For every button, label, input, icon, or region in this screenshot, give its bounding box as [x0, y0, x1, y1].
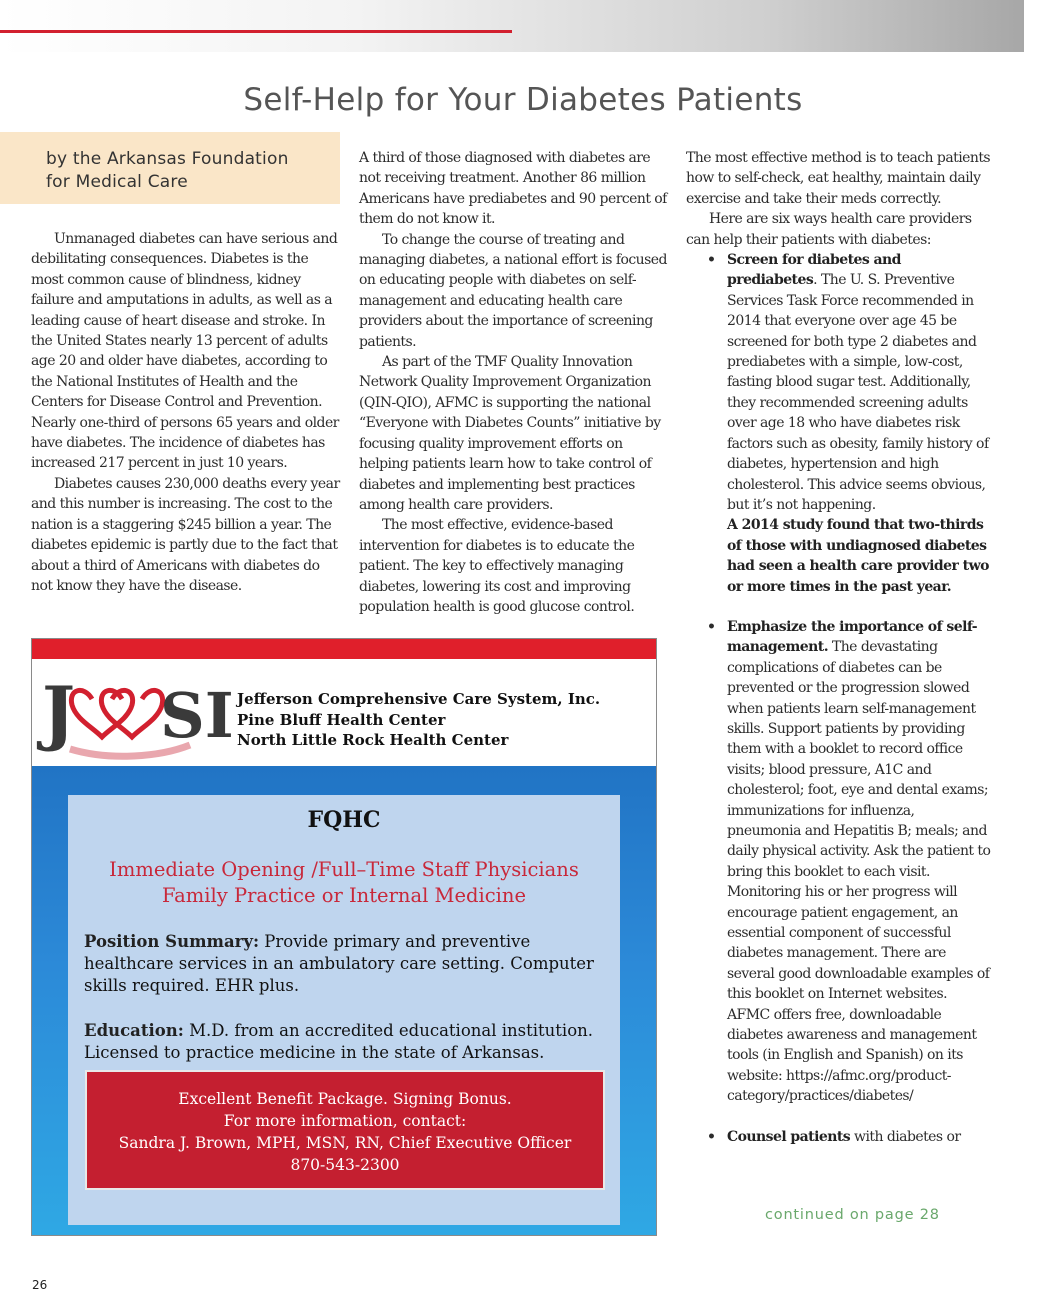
ad-fqhc-heading: FQHC: [307, 807, 381, 833]
contact-phone: 870-543-2300: [290, 1156, 400, 1174]
education-label: Education:: [84, 1021, 184, 1040]
bullet-heading: Counsel patients: [727, 1128, 851, 1145]
page-number: 26: [32, 1278, 48, 1292]
paragraph: Unmanaged diabetes can have serious and debilitating consequences. Diabetes is the most common cause of blindness, kidney failure and amputations in adults, as well as a leading cause of heart disease and stroke. In the United States nearly 13 percent of adults age 20 and older have diabetes, according to the National Institutes of Health and the Centers for Disease Control and Prevention. Nearly one-third of persons 65 years and older have diabetes. The incidence of diabetes has increased 217 percent in just 10 years.: [31, 231, 339, 472]
org-name: Jefferson Comprehensive Care System, Inc.: [237, 690, 601, 708]
svg-text:J: J: [42, 671, 76, 754]
opening-line: Immediate Opening /Full–Time Staff Physicians: [109, 858, 579, 881]
bullet-item-screening: [686, 250, 991, 597]
contact-text: [87, 1088, 603, 1176]
bullet-icon: •: [707, 618, 716, 635]
paragraph: Diabetes causes 230,000 deaths every year and this number is increasing. The cost to the nation is a staggering $245 billion a year. The diabetes epidemic is partly due to the fact that about a third of Americans with diabetes do not know they have the disease.: [31, 475, 340, 594]
byline-line-2: for Medical Care: [46, 172, 188, 192]
paragraph: Here are six ways health care providers can help their patients with diabetes:: [686, 211, 972, 248]
paragraph: The most effective method is to teach patients how to self-check, eat healthy, maintain daily exercise and take their meds correctly.: [686, 150, 991, 207]
bullet-icon: •: [707, 252, 716, 269]
column-3: [686, 148, 991, 1147]
column-1: [31, 229, 341, 596]
contact-line: Sandra J. Brown, MPH, MSN, RN, Chief Executive Officer: [118, 1134, 572, 1152]
ad-education: [84, 1020, 610, 1064]
bullet-highlight: A 2014 study found that two-thirds of those with undiagnosed diabetes had seen a health care provider two or more times in the past year.: [727, 517, 989, 595]
paragraph: As part of the TMF Quality Innovation Network Quality Improvement Organization (QIN-QIO), AFMC is supporting the national “Everyone with Diabetes Counts” initiative by focusing quality improvement efforts on helping patients learn how to take control of diabetes and implementing best practices among health care providers.: [359, 354, 661, 513]
header-gradient-bar: [0, 0, 1024, 52]
byline-box: [0, 132, 340, 204]
bullet-icon: •: [707, 1128, 716, 1145]
education-text: M.D. from an accredited educational institution. Licensed to practice medicine in the state of Arkansas.: [84, 1021, 594, 1062]
column-2: [359, 148, 669, 617]
bullet-item-self-management: [686, 617, 991, 1107]
ad-header: [32, 639, 656, 766]
svg-text:SI: SI: [160, 679, 234, 752]
paragraph: A third of those diagnosed with diabetes are not receiving treatment. Another 86 million Americans have prediabetes and 90 percent of them do not know it.: [359, 150, 667, 228]
contact-line: Excellent Benefit Package. Signing Bonus.: [178, 1090, 512, 1108]
ad-contact-box: [85, 1070, 605, 1190]
position-label: Position Summary:: [84, 932, 260, 951]
ad-position-summary: [84, 931, 610, 997]
byline-text: [46, 148, 289, 194]
article-title: Self-Help for Your Diabetes Patients: [243, 82, 803, 118]
bullet-heading: Screen for diabetes and prediabetes: [727, 252, 901, 289]
bullet-heading: Emphasize the importance of self-management.: [727, 618, 978, 656]
position-text: Provide primary and preventive healthcare services in an ambulatory care setting. Computer skills required. EHR plus.: [84, 932, 594, 995]
ad-opening: [68, 857, 620, 909]
bullet-text: The devastating complications of diabetes can be prevented or the progression slowed when patients learn self-management skills. Support patients by providing them with a booklet to record office visits; blood pressure, A1C and cholesterol; foot, eye and dental exams; immunizations for influenza, pneumonia and Hepatitis B; meals; and daily physical activity. Ask the patient to bring this booklet to each visit. Monitoring his or her progress will encourage patient engagement, an essential component of successful diabetes management. There are several good downloadable examples of this booklet on Internet websites. AFMC offers free, downloadable diabetes awareness and management tools (in English and Spanish) on its website: https://afmc.org/product-category/practices/diabetes/: [727, 639, 991, 1105]
jccsi-logo: [40, 665, 234, 761]
job-advertisement: [31, 638, 657, 1236]
continued-link[interactable]: continued on page 28: [765, 1207, 940, 1223]
contact-line: For more information, contact:: [223, 1112, 467, 1130]
paragraph: To change the course of treating and managing diabetes, a national effort is focused on educating people with diabetes on self-management and educating health care providers about the importance of screening patients.: [359, 231, 667, 350]
opening-line: Family Practice or Internal Medicine: [161, 884, 527, 907]
paragraph: The most effective, evidence-based intervention for diabetes is to educate the patient. The key to effectively managing diabetes, lowering its cost and improving population health is good glucose control.: [359, 517, 635, 615]
header-red-rule: [0, 30, 512, 33]
ad-org-names: [237, 689, 600, 751]
org-name: Pine Bluff Health Center: [237, 710, 446, 729]
byline-line-1: by the Arkansas Foundation: [46, 149, 289, 169]
org-name: North Little Rock Health Center: [237, 731, 509, 749]
bullet-item-counsel: [686, 1127, 991, 1147]
bullet-text: . The U. S. Preventive Services Task Force recommended in 2014 that everyone over age 45 be screened for both type 2 diabetes and prediabetes with a simple, low-cost, fasting blood sugar test. Additionally, they recommended screening adults over age 18 who have diabetes risk factors such as obesity, family history of diabetes, hypertension and high cholesterol. This advice seems obvious, but it’s not happening.: [727, 272, 989, 513]
bullet-text: with diabetes or: [850, 1128, 961, 1145]
